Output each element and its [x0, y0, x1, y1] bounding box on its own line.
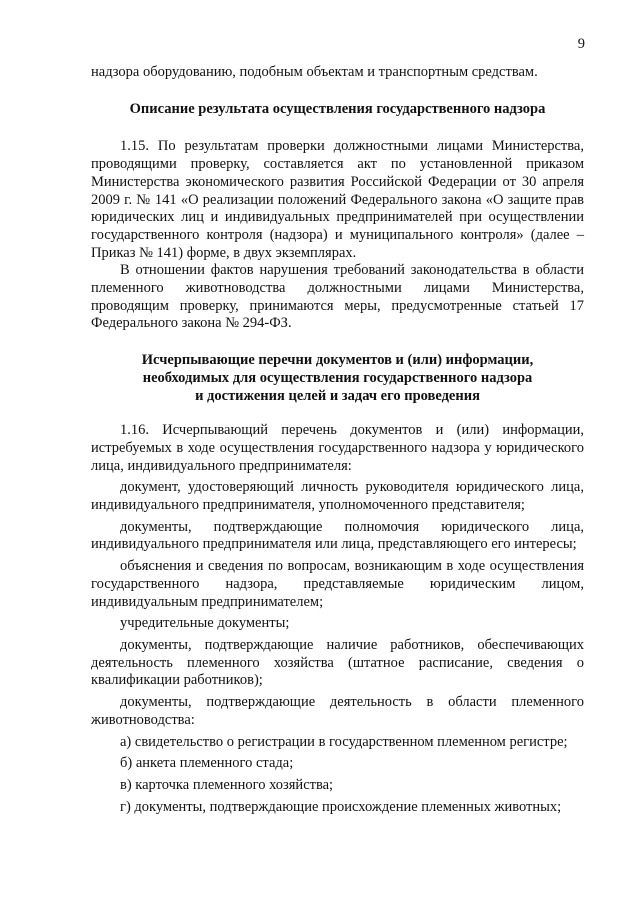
list-item: а) свидетельство о регистрации в государственном племенном регистре;	[120, 733, 568, 750]
list-item: документ, удостоверяющий личность руководителя юридического лица, индивидуального предпринимателя, уполномоченного представителя;	[91, 479, 584, 514]
document-body	[91, 64, 584, 816]
list-item: документы, подтверждающие деятельность в области племенного животноводства:	[91, 694, 584, 728]
section-heading-result: Описание результата осуществления государственного надзора	[129, 100, 546, 117]
list-item: учредительные документы;	[120, 615, 290, 632]
paragraph-1-16: 1.16. Исчерпывающий перечень документов и (или) информации, истребуемых в ходе осуществления государственного надзора у юридического лица, индивидуального предпринимателя:	[91, 422, 584, 474]
list-item: в) карточка племенного хозяйства;	[120, 776, 334, 793]
intro-line: надзора оборудованию, подобным объектам и транспортным средствам.	[91, 64, 538, 80]
paragraph-1-15: 1.15. По результатам проверки должностными лицами Министерства, проводящими проверку, составляется акт по установленной приказом Министерства экономического развития Российской Федерации от 30 апреля 2009 г. № 141 «О реализации положений Федерального закона «О защите прав юридических лиц и индивидуальных предпринимателей при осуществлении государственного контроля (надзора) и муниципального контроля» (далее – Приказ № 141) форме, в двух экземплярах.	[91, 138, 584, 261]
section-heading-documents	[91, 352, 584, 405]
list-item: б) анкета племенного стада;	[120, 755, 294, 772]
heading-line: необходимых для осуществления государственного надзора	[142, 369, 533, 386]
list-item: объяснения и сведения по вопросам, возникающим в ходе осуществления государственного надзора, представляемые юридическим лицом, индивидуальным предпринимателем;	[91, 558, 584, 610]
list-item: документы, подтверждающие полномочия юридического лица, индивидуального предпринимателя или лица, представляющего его интересы;	[91, 518, 584, 553]
heading-line: Исчерпывающие перечни документов и (или) информации,	[141, 352, 534, 369]
paragraph-violations: В отношении фактов нарушения требований законодательства в области племенного животноводства должностными лицами Министерства, проводящим проверку, принимаются меры, предусмотренные статьей 17 Федерального закона № 294-ФЗ.	[91, 262, 584, 332]
list-item: документы, подтверждающие наличие работников, обеспечивающих деятельность племенного хозяйства (штатное расписание, сведения о квалификации работников);	[91, 636, 584, 689]
heading-line: и достижения целей и задач его проведения	[195, 387, 480, 404]
list-item: г) документы, подтверждающие происхождение племенных животных;	[120, 798, 562, 815]
page-number: 9	[577, 36, 585, 52]
